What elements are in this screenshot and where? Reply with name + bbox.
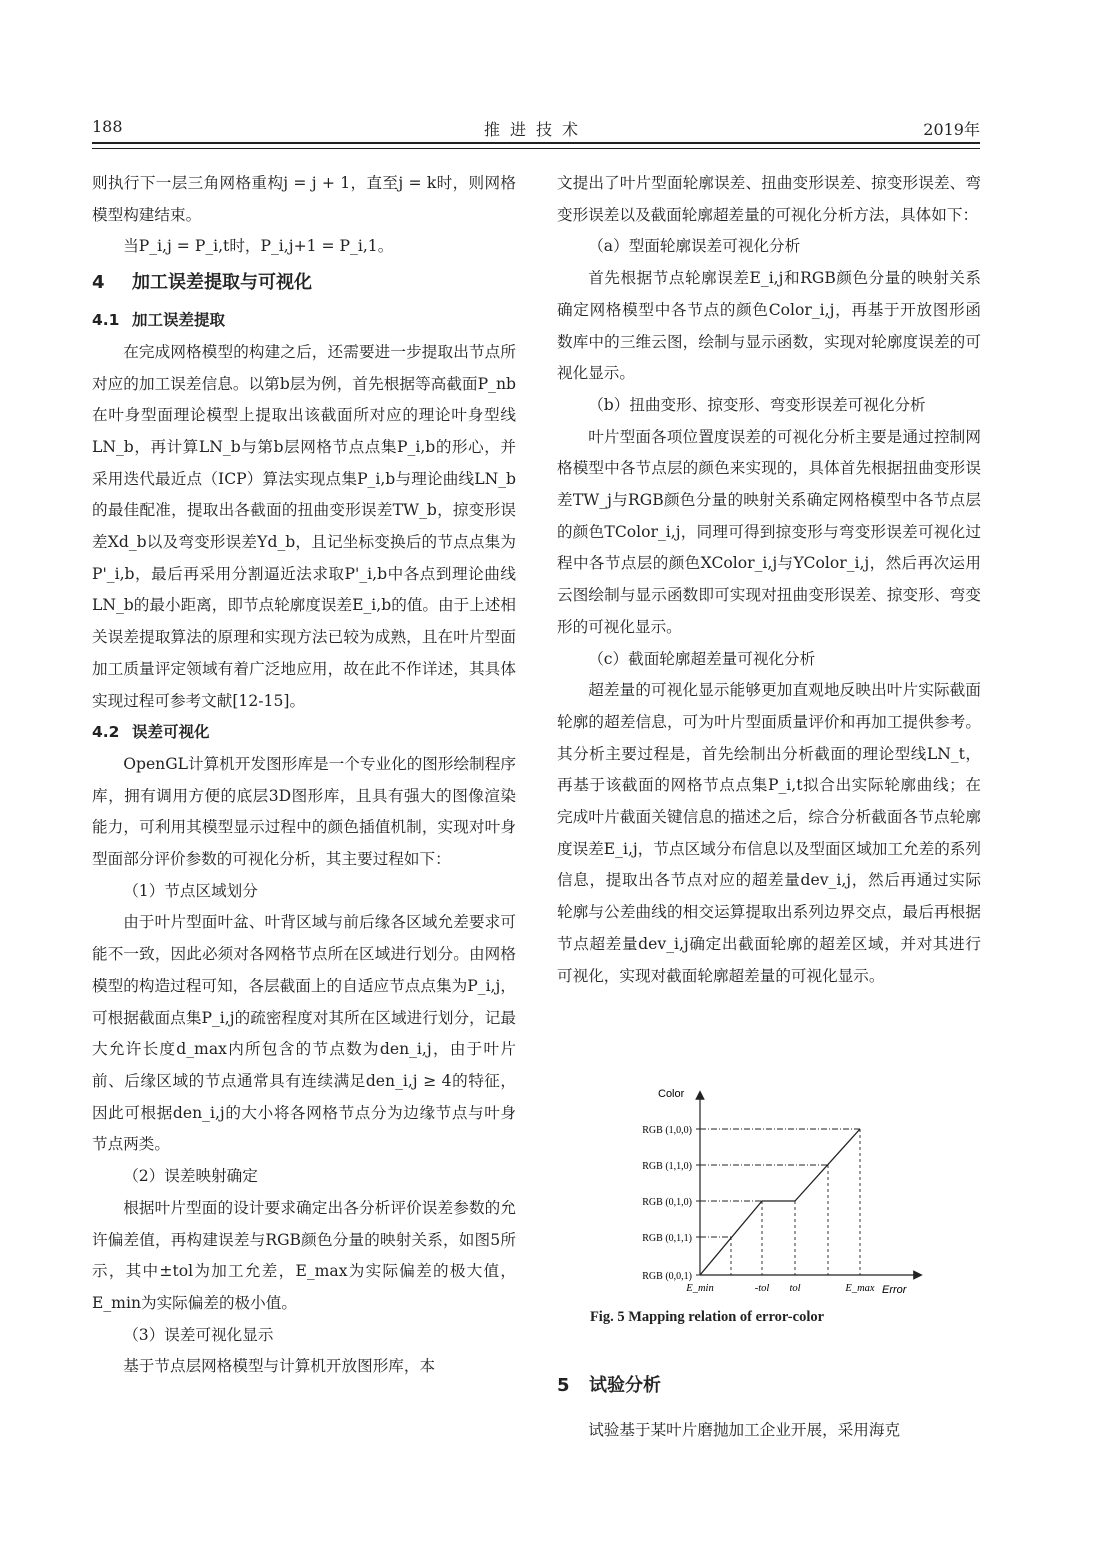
paragraph: 首先根据节点轮廓误差E_i,j和RGB颜色分量的映射关系确定网格模型中各节点的颜色Color_i,j，再基于开放图形函数库中的三维云图，绘制与显示函数，实现对轮廓度误差的可视化显示。 bbox=[557, 269, 981, 383]
x-tick-label: E_min bbox=[686, 1283, 714, 1294]
page-header bbox=[92, 117, 980, 139]
subsection-heading: 4.2 误差可视化 bbox=[92, 723, 210, 742]
section-5 bbox=[557, 1370, 981, 1402]
item-heading: （b）扭曲变形、掠变形、弯变形误差可视化分析 bbox=[588, 395, 926, 414]
paragraph: 叶片型面各项位置度误差的可视化分析主要是通过控制网格模型中各节点层的颜色来实现的，具体首先根据扭曲变形误差TW_j与RGB颜色分量的映射关系确定网格模型中各节点层的颜色TColor_i,j，同理可得到掠变形与弯变形误差可视化过程中各节点层的颜色XColor_i,j与YColor_i,j，然后再次运用云图绘制与显示函数即可实现对扭曲变形误差、掠变形、弯变形的可视化显示。 bbox=[557, 427, 981, 636]
item-heading: （c）截面轮廓超差量可视化分析 bbox=[588, 649, 816, 668]
item-heading: （a）型面轮廓误差可视化分析 bbox=[588, 237, 801, 256]
mapping-line bbox=[700, 1129, 860, 1275]
step-heading: （3）误差可视化显示 bbox=[123, 1325, 274, 1344]
paragraph: 则执行下一层三角网格重构j = j + 1，直至j = k时，则网格模型构建结束。 bbox=[92, 174, 516, 224]
paragraph: 文提出了叶片型面轮廓误差、扭曲变形误差、掠变形误差、弯变形误差以及截面轮廓超差量的可视化分析方法，具体如下： bbox=[557, 174, 981, 224]
y-tick-label: RGB (0,0,1) bbox=[642, 1271, 692, 1282]
error-color-chart bbox=[590, 1085, 950, 1335]
paragraph: 根据叶片型面的设计要求确定出各分析评价误差参数的允许偏差值，再构建误差与RGB颜色分量的映射关系，如图5所示，其中±tol为加工允差，E_max为实际偏差的极大值，E_min为实际偏差的极小值。 bbox=[92, 1198, 516, 1312]
section-heading: 4 加工误差提取与可视化 bbox=[92, 272, 312, 294]
x-axis-label: Error bbox=[882, 1284, 907, 1296]
section-5-body bbox=[557, 1415, 981, 1447]
header-rule-thick bbox=[92, 142, 980, 144]
y-tick-label: RGB (0,1,0) bbox=[642, 1197, 692, 1208]
paragraph: 超差量的可视化显示能够更加直观地反映出叶片实际截面轮廓的超差信息，可为叶片型面质量评价和再加工提供参考。其分析主要过程是，首先绘制出分析截面的理论型线LN_t，再基于该截面的网格节点点集P_i,t拟合出实际轮廓曲线；在完成叶片截面关键信息的描述之后，综合分析截面各节点轮廓度误差E_i,j，节点区域分布信息以及型面区域加工允差的系列信息，提取出各节点对应的超差量dev_i,j，然后再通过实际轮廓与公差曲线的相交运算提取出系列边界交点，最后再根据节点超差量dev_i,j确定出截面轮廓的超差区域，并对其进行可视化，实现对截面轮廓超差量的可视化显示。 bbox=[557, 681, 981, 985]
x-tick-label: E_max bbox=[845, 1283, 875, 1294]
paragraph: 由于叶片型面叶盆、叶背区域与前后缘各区域允差要求可能不一致，因此必须对各网格节点所在区域进行划分。由网格模型的构造过程可知，各层截面上的自适应节点点集为P_i,j，可根据截面点集P_i,j的疏密程度对其所在区域进行划分，记最大允许长度d_max内所包含的节点数为den_i,j，由于叶片前、后缘区域的节点通常具有连续满足den_i,j ≥ 4的特征，因此可根据den_i,j的大小将各网格节点分为边缘节点与叶身节点两类。 bbox=[92, 913, 516, 1154]
right-column bbox=[557, 168, 981, 992]
section-heading: 5 试验分析 bbox=[557, 1375, 661, 1396]
y-tick-label: RGB (1,0,0) bbox=[642, 1125, 692, 1136]
figure-5 bbox=[590, 1085, 950, 1335]
journal-name: 推进技术 bbox=[483, 120, 588, 139]
x-tick-label: tol bbox=[789, 1283, 801, 1294]
step-heading: （1）节点区域划分 bbox=[123, 881, 258, 900]
paragraph: 当P_i,j = P_i,t时，P_i,j+1 = P_i,1。 bbox=[123, 237, 394, 256]
step-heading: （2）误差映射确定 bbox=[123, 1167, 258, 1186]
figure-caption: Fig. 5 Mapping relation of error-color bbox=[589, 1309, 825, 1325]
journal-year: 2019年 bbox=[923, 120, 980, 139]
subsection-heading: 4.1 加工误差提取 bbox=[92, 311, 226, 330]
header-rule-thin bbox=[92, 148, 980, 149]
paragraph: 试验基于某叶片磨抛加工企业开展，采用海克 bbox=[588, 1421, 901, 1439]
paragraph: 基于节点层网格模型与计算机开放图形库，本 bbox=[123, 1357, 436, 1376]
left-column bbox=[92, 168, 516, 1383]
paragraph: OpenGL计算机开发图形库是一个专业化的图形绘制程序库，拥有调用方便的底层3D图形库，且具有强大的图像渲染能力，可利用其模型显示过程中的颜色插值机制，实现对叶身型面部分评价参数的可视化分析，其主要过程如下： bbox=[92, 754, 516, 869]
paragraph: 在完成网格模型的构建之后，还需要进一步提取出节点所对应的加工误差信息。以第b层为例，首先根据等高截面P_nb在叶身型面理论模型上提取出该截面所对应的理论叶身型线LN_b，再计算LN_b与第b层网格节点点集P_i,b的形心，并采用迭代最近点（ICP）算法实现点集P_i,b与理论曲线LN_b的最佳配准，提取出各截面的扭曲变形误差TW_b，掠变形误差Xd_b以及弯变形误差Yd_b，且记坐标变换后的节点点集为P'_i,b，最后再采用分割逼近法求取P'_i,b中各点到理论曲线LN_b的最小距离，即节点轮廓度误差E_i,b的值。由于上述相关误差提取算法的原理和实现方法已较为成熟，且在叶片型面加工质量评定领域有着广泛地应用，故在此不作详述，其具体实现过程可参考文献[12-15]。 bbox=[92, 342, 516, 710]
page-number: 188 bbox=[92, 117, 123, 136]
y-tick-label: RGB (0,1,1) bbox=[642, 1233, 692, 1244]
y-tick-label: RGB (1,1,0) bbox=[642, 1161, 692, 1172]
y-axis-label: Color bbox=[658, 1088, 685, 1100]
x-tick-label: -tol bbox=[754, 1283, 770, 1294]
